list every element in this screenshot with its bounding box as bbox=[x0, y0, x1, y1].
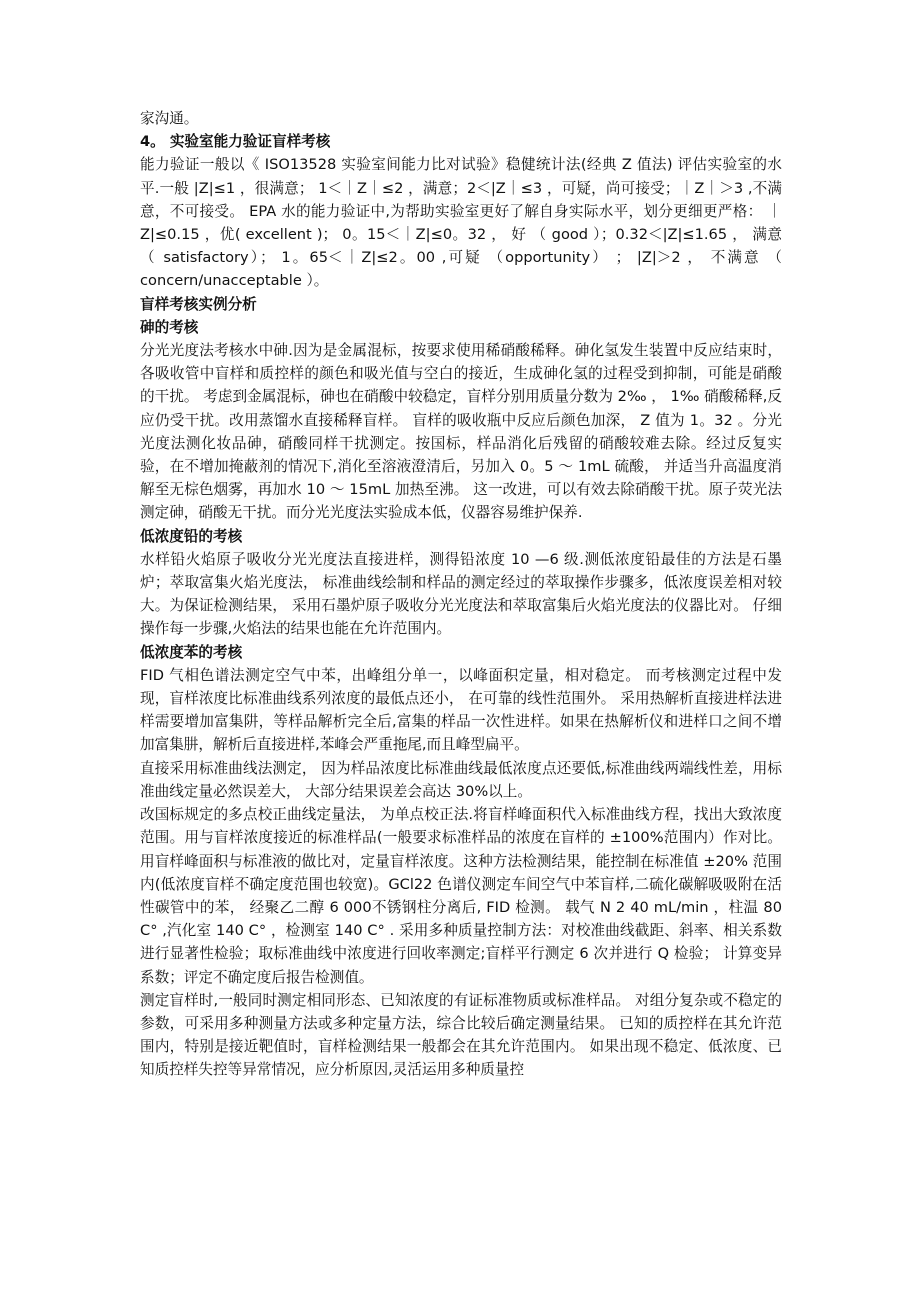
paragraph-blind-sample: 测定盲样时,一般同时测定相同形态、已知浓度的有证标准物质或标准样品。 对组分复杂或不稳定的参数，可采用多种测量方法或多种定量方法，综合比较后确定测量结果。 已知的质控样在其允许范围内，特别是接近靶值时，盲样检测结果一般都会在其允许范围内。 如果出现不稳定、低浓度、已知质控样失控等异常情况，应分析原因,灵活运用多种质量控 bbox=[140, 991, 782, 1079]
paragraph-arsenic: 分光光度法考核水中砷.因为是金属混标，按要求使用稀硝酸稀释。砷化氢发生装置中反应结束时，各吸收管中盲样和质控样的颜色和吸光值与空白的接近，生成砷化氢的过程受到抑制，可能是硝酸的干扰。 考虑到金属混标，砷也在硝酸中较稳定，盲样分别用质量分数为 2‰ ， 1‰ 硝酸稀释,反应仍受干扰。改用蒸馏水直接稀释盲样。 盲样的吸收瓶中反应后颜色加深， Z 值为 1。32 。分光光度法测化妆品砷，硝酸同样干扰测定。按国标，样品消化后残留的硝酸较难去除。经过反复实验，在不增加掩蔽剂的情况下,消化至溶液澄清后，另加入 0。5 ～ 1mL 硫酸， 并适当升高温度消解至无棕色烟雾，再加水 10 ～ 15mL 加热至沸。 这一改进，可以有效去除硝酸干扰。原子荧光法测定砷，硝酸无干扰。而分光光度法实验成本低，仪器容易维护保养. bbox=[140, 342, 782, 522]
paragraph-intro-tail: 家沟通。 bbox=[140, 110, 199, 127]
paragraph-benzene-3: 改国标规定的多点校正曲线定量法， 为单点校正法.将盲样峰面积代入标准曲线方程，找出大致浓度范围。用与盲样浓度接近的标准样品(一般要求标准样品的浓度在盲样的 ±100%范围内）作对比。 用盲样峰面积与标准液的做比对，定量盲样浓度。这种方法检测结果，能控制在标准值 ±20% 范围内(低浓度盲样不确定度范围也较宽)。GCl22 色谱仪测定车间空气中苯盲样,二硫化碳解吸吸附在活性碳管中的苯， 经聚乙二醇 6 000不锈钢柱分离后, FID 检测。 载气 N 2 40 mL/min ，柱温 80 C° ,汽化室 140 C° ，检测室 140 C° . 采用多种质量控制方法：对校准曲线截距、斜率、相关系数进行显著性检验；取标准曲线中浓度进行回收率测定;盲样平行测定 6 次并进行 Q 检验； 计算变异系数；评定不确定度后报告检测值。 bbox=[140, 806, 782, 986]
paragraph-benzene-1: FID 气相色谱法测定空气中苯，出峰组分单一，以峰面积定量，相对稳定。 而考核测定过程中发现，盲样浓度比标准曲线系列浓度的最低点还小， 在可靠的线性范围外。 采用热解析直接进样法进样需要增加富集阱，等样品解析完全后,富集的样品一次性进样。如果在热解析仪和进样口之间不增加富集肼，解析后直接进样,苯峰会严重拖尾,而且峰型扁平。 bbox=[140, 666, 782, 754]
paragraph-z-score: 能力验证一般以《 ISO13528 实验室间能力比对试验》稳健统计法(经典 Z 值法) 评估实验室的水平.一般 |Z|≤1 ，很满意； 1＜｜Z｜≤2 ，满意；2＜|Z｜≤3 ，可疑，尚可接受；｜Z｜＞3 ,不满意，不可接受。 EPA 水的能力验证中,为帮助实验室更好了解自身实际水平，划分更细更严格： ｜Z|≤0.15 ，优( excellent )； 0。15＜｜Z|≤0。32 ， 好 （ good ）；0.32＜|Z|≤1.65 ， 满意 （ satisfactory）； 1。65＜｜Z|≤2。00 ,可疑 （opportunity） ； |Z|＞2 ， 不满意 （ concern/unacceptable ）。 bbox=[140, 156, 782, 290]
subheading-benzene: 低浓度苯的考核 bbox=[140, 643, 243, 661]
subheading-arsenic: 砷的考核 bbox=[140, 318, 199, 336]
paragraph-lead: 水样铅火焰原子吸收分光光度法直接进样，测得铅浓度 10 —6 级.测低浓度铅最佳的方法是石墨炉；萃取富集火焰光度法， 标准曲线绘制和样品的测定经过的萃取操作步骤多，低浓度误差相对较大。为保证检测结果， 采用石墨炉原子吸收分光光度法和萃取富集后火焰光度法的仪器比对。 仔细操作每一步骤,火焰法的结果也能在允许范围内。 bbox=[140, 550, 782, 638]
document-page bbox=[140, 107, 782, 1082]
section-heading-case-analysis: 盲样考核实例分析 bbox=[140, 295, 257, 313]
subheading-lead: 低浓度铅的考核 bbox=[140, 527, 243, 545]
paragraph-benzene-2: 直接采用标准曲线法测定， 因为样品浓度比标准曲线最低浓度点还要低,标准曲线两端线性差，用标准曲线定量必然误差大， 大部分结果误差会高达 30%以上。 bbox=[140, 759, 782, 800]
section-heading-proficiency: 4。 实验室能力验证盲样考核 bbox=[140, 133, 331, 151]
